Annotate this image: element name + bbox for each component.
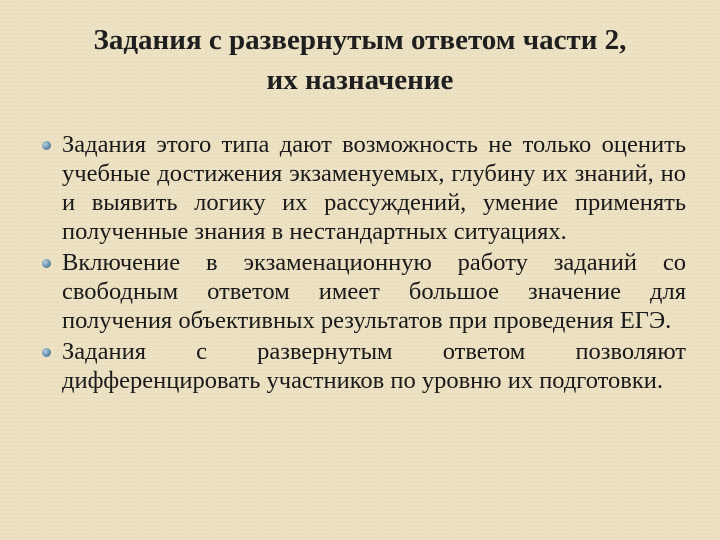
slide-title-line-2: их назначение [266, 64, 454, 96]
bullet-dot-icon [42, 259, 51, 268]
bullet-item-1 [40, 130, 686, 246]
bullet-text-2: Включение в экзаменационную работу заданий со свободным ответом имеет большое значение для получения объективных результатов при проведения ЕГЭ. [62, 249, 686, 334]
slide-title-line-1: Задания с развернутым ответом части 2, [93, 24, 627, 56]
bullet-list [40, 130, 686, 397]
bullet-text-1: Задания этого типа дают возможность не только оценить учебные достижения экзаменуемых, глубину их знаний, но и выявить логику их рассуждений, умение применять полученные знания в нестандартных ситуациях. [62, 131, 686, 245]
bullet-dot-icon [42, 141, 51, 150]
bullet-item-2 [40, 248, 686, 335]
slide-title [40, 20, 680, 100]
bullet-text-3: Задания с развернутым ответом позволяют дифференцировать участников по уровню их подготовки. [62, 338, 686, 394]
bullet-item-3 [40, 337, 686, 395]
bullet-dot-icon [42, 348, 51, 357]
